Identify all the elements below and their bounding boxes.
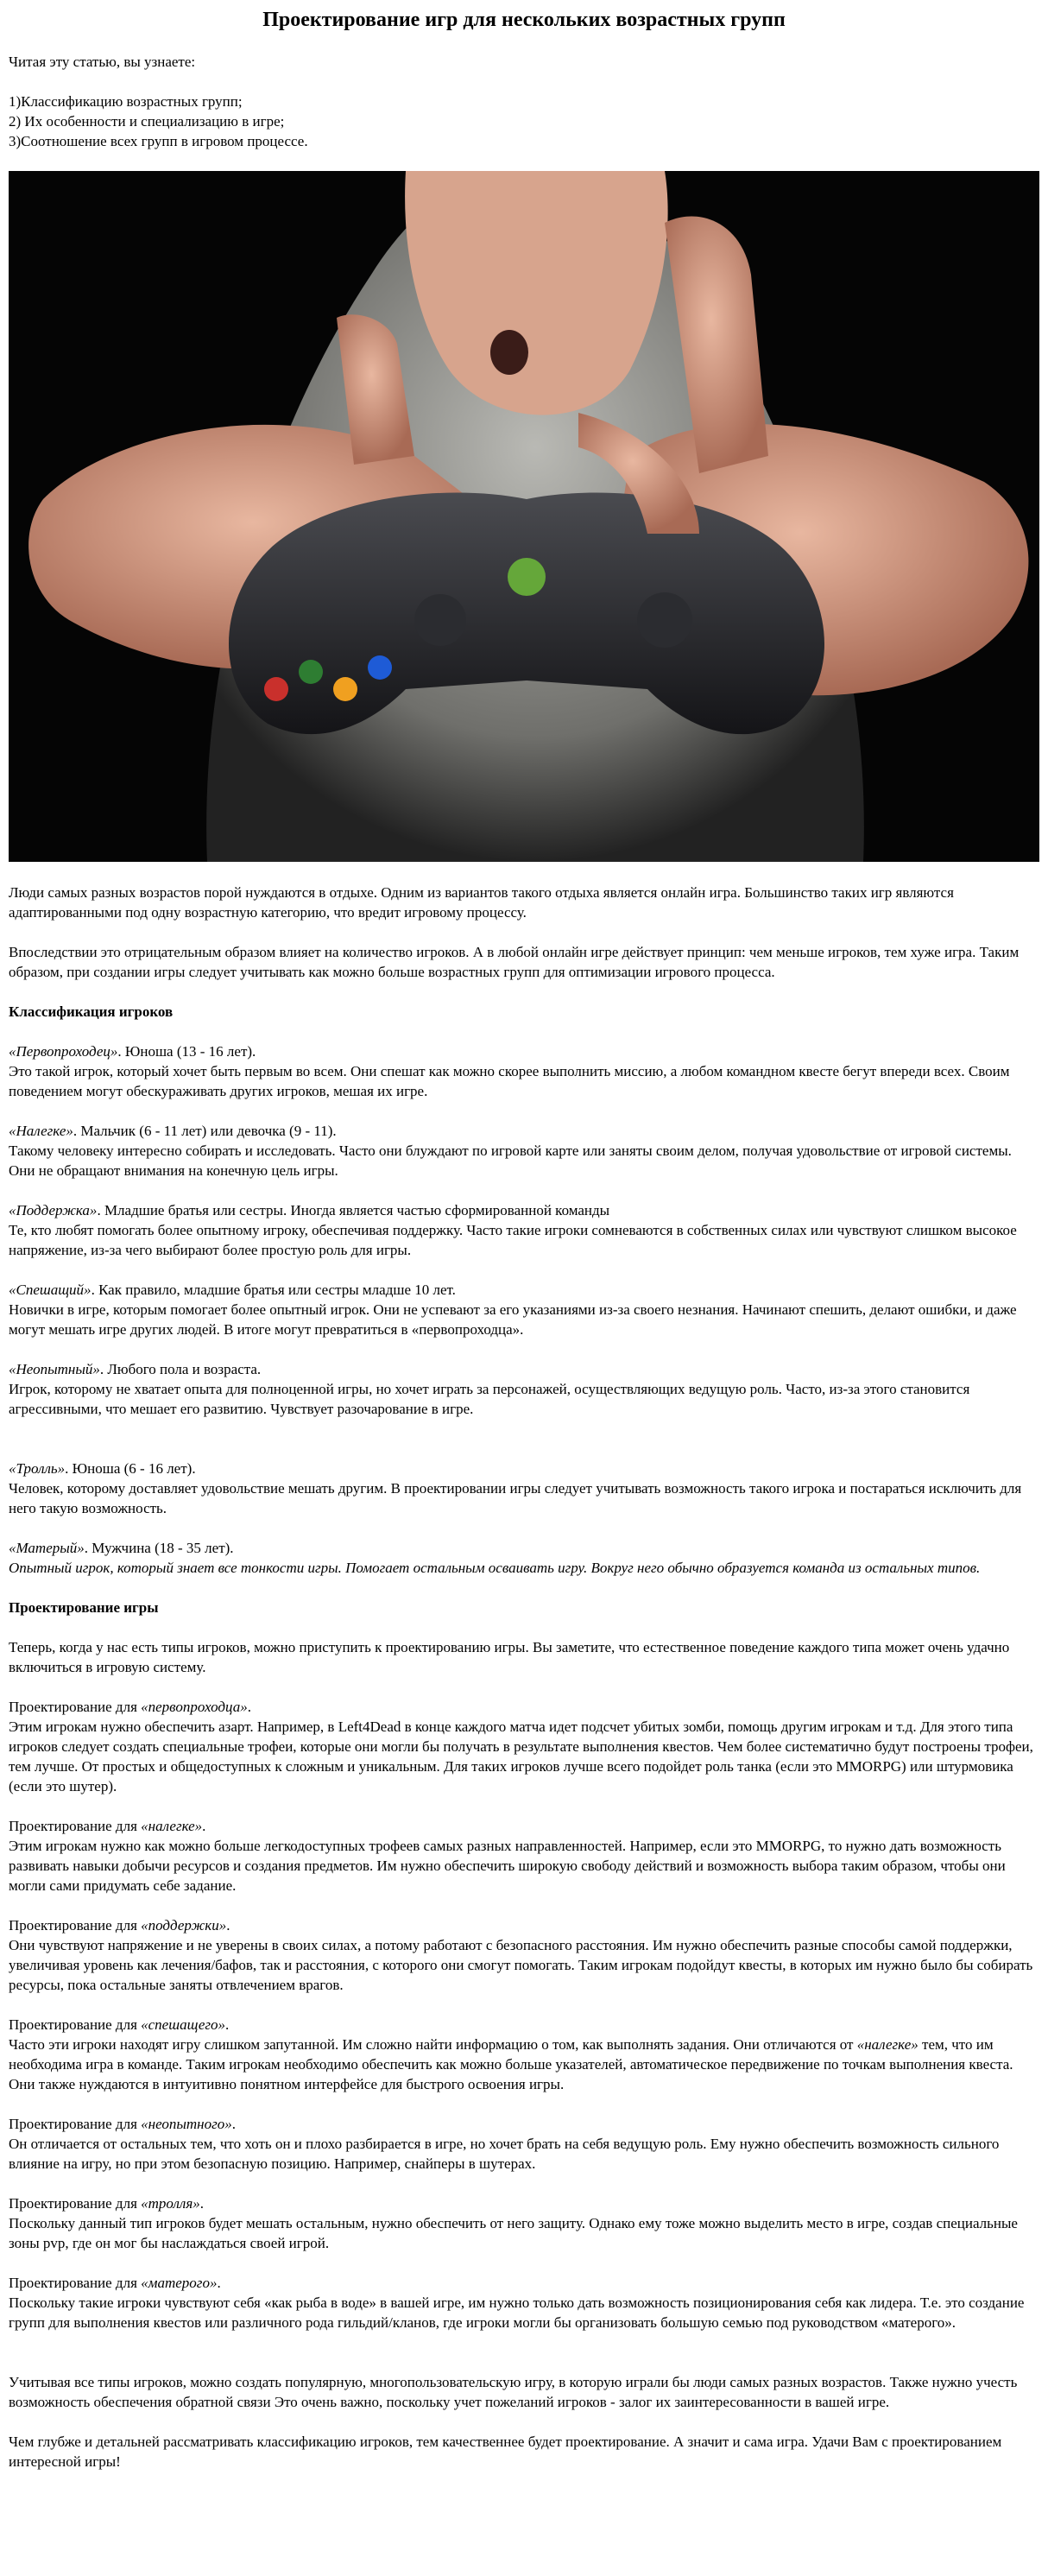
paragraph: Учитывая все типы игроков, можно создать популярную, многопользовательскую игру, в которую играли бы люди самых разных возрастов. Также нужно учесть возможность обеспечения обратной связи Это очень важно, поскольку учет пожеланий игроков - залог их заинтересованности в вашей игре. xyxy=(9,2374,1018,2410)
design-type: «налегке» xyxy=(141,1818,203,1834)
design-prefix: Проектирование для xyxy=(9,2016,142,2033)
design-desc: Поскольку данный тип игроков будет мешать остальным, нужно обеспечить от него защиту. Однако ему тоже можно выделить место в игре, создав специальные зоны pvp, где он мог бы наслаждаться своей игрой. xyxy=(9,2215,1018,2251)
design-item: Проектирование для «первопроходца». Этим игрокам нужно обеспечить азарт. Например, в Left4Dead в конце каждого матча идет подсчет убитых зомби, помощь другим игрокам и т.д. Для этого типа игроков следует создать специальные трофеи, которые они могли бы получать в результате выполнения квестов. Чем более систематично будут построены трофеи, тем лучше. От простых и общедоступных к сложным и уникальным. Для таких игроков лучше всего подойдет роль танка (если это MMORPG) или штурмовика (если это шутер). xyxy=(9,1699,1033,1794)
paragraph: Чем глубже и детальней рассматривать классификацию игроков, тем качественнее будет проектирование. А значит и сама игра. Удачи Вам с проектированием интересной игры! xyxy=(9,2434,1002,2470)
design-item: Проектирование для «спешащего». Часто эти игроки находят игру слишком запутанной. Им сложно найти информацию о том, как выполнять задания. Они отличаются от «налегке» тем, что им необходима игра в команде. Таким игрокам необходимо обеспечить как можно больше указателей, автоматическое передвижение по точкам выполнения квеста. Они также нуждаются в интуитивно понятном интерфейсе для быстрого освоения игры. xyxy=(9,2016,1013,2092)
design-item: Проектирование для «тролля». Поскольку данный тип игроков будет мешать остальным, нужно обеспечить от него защиту. Однако ему тоже можно выделить место в игре, создав специальные зоны pvp, где он мог бы наслаждаться своей игрой. xyxy=(9,2195,1018,2251)
design-type: «поддержки» xyxy=(141,1917,227,1934)
player-type xyxy=(9,1200,1039,1260)
player-type-desc: Такому человеку интересно собирать и исследовать. Часто они блуждают по игровой карте или заняты своим делом, получая удовольствие от игровой системы. Они не обращают внимания на конечную цель игры. xyxy=(9,1142,1012,1179)
intro-list xyxy=(9,92,1039,151)
intro-item: 2) Их особенности и специализацию в игре; xyxy=(9,113,285,130)
player-type xyxy=(9,1121,1039,1180)
paragraph: Люди самых разных возрастов порой нуждаются в отдыхе. Одним из вариантов такого отдыха является онлайн игра. Большинство таких игр являются адаптированными под одну возрастную категорию, что вредит игровому процессу. xyxy=(9,884,954,921)
spacer xyxy=(9,1439,1039,1459)
player-type-desc: Те, кто любят помогать более опытному игроку, обеспечивая поддержку. Часто такие игроки сомневаются в собственных силах или чувствуют слишком высокое напряжение, из-за чего выбирают более простую роль для игры. xyxy=(9,1222,1017,1258)
design-prefix: Проектирование для xyxy=(9,2275,142,2291)
design-desc: Этим игрокам нужно обеспечить азарт. Например, в Left4Dead в конце каждого матча идет подсчет убитых зомби, помощь другим игрокам и т.д. Для этого типа игроков следует создать специальные трофеи, которые они могли бы получать в результате выполнения квестов. Чем более систематично будут построены трофеи, тем лучше. От простых и общедоступных к сложным и уникальным. Для таких игроков лучше всего подойдет роль танка (если это MMORPG) или штурмовика (если это шутер). xyxy=(9,1718,1033,1794)
player-type-name: «Неопытный» xyxy=(9,1361,100,1377)
section-heading: Классификация игроков xyxy=(9,1003,174,1020)
paragraph: Впоследствии это отрицательным образом влияет на количество игроков. А в любой онлайн игре действует принцип: чем меньше игроков, тем хуже игра. Таким образом, при создании игры следует учитывать как можно больше возрастных групп для оптимизации игрового процесса. xyxy=(9,944,1020,980)
design-desc: Этим игрокам нужно как можно больше легкодоступных трофеев самых разных направленностей. Например, если это MMORPG, то нужно дать возможность развивать навыки добычи ресурсов и создания предметов. Им нужно обеспечить широкую свободу действий и возможность выбора таким образом, чтобы они могли сами придумать себе задание. xyxy=(9,1838,1006,1894)
design-type: «неопытного» xyxy=(141,2116,232,2132)
design-prefix: Проектирование для xyxy=(9,2116,142,2132)
design-type: «тролля» xyxy=(141,2195,200,2212)
design-desc-emphasis: «налегке» xyxy=(856,2036,919,2053)
player-type xyxy=(9,1538,1039,1578)
player-type-who: . Как правило, младшие братья или сестры младше 10 лет. xyxy=(91,1282,456,1298)
player-type-name: «Поддержка» xyxy=(9,1202,98,1218)
design-type: «матерого» xyxy=(141,2275,218,2291)
player-type-who: . Мальчик (6 - 11 лет) или девочка (9 - 11). xyxy=(73,1123,337,1139)
design-item: Проектирование для «неопытного». Он отличается от остальных тем, что хоть он и плохо разбирается в игре, но хочет брать на себя ведущую роль. Ему нужно обеспечить возможность сильного влияние на игру, но при этом безопасную позицию. Например, снайперы в шутерах. xyxy=(9,2116,1000,2172)
design-desc: Поскольку такие игроки чувствуют себя «как рыба в воде» в вашей игре, им нужно только дать возможность позиционирования себя как лидера. Т.е. это создание групп для выполнения квестов или различного рода гильдий/кланов, где игроки могли бы организовать большую семью под руководством «матерого». xyxy=(9,2294,1025,2331)
article-title: Проектирование игр для нескольких возрастных групп xyxy=(262,9,786,31)
player-type-desc: Это такой игрок, который хочет быть первым во всем. Они спешат как можно скорее выполнить миссию, а любом командном квесте бегут впереди всех. Своим поведением могут обескураживать других игроков, мешая их игре. xyxy=(9,1063,1010,1099)
player-type-desc: Новички в игре, которым помогает более опытный игрок. Они не успевают за его указаниями из-за своего незнания. Начинают спешить, делают ошибки, и даже могут мешать игре других людей. В итоге могут превратиться в «первопроходца». xyxy=(9,1301,1017,1338)
player-type-name: «Первопроходец» xyxy=(9,1043,118,1060)
design-type: «первопроходца» xyxy=(141,1699,248,1715)
intro-lead: Читая эту статью, вы узнаете: xyxy=(9,54,196,70)
player-type-desc: Игрок, которому не хватает опыта для полноценной игры, но хочет играть за персонажей, осуществляющих ведущую роль. Часто, из-за этого становится агрессивными, что мешает его развитию. Чувствует разочарование в игре. xyxy=(9,1381,970,1417)
design-desc: Часто эти игроки находят игру слишком запутанной. Им сложно найти информацию о том, как выполнять задания. Они отличаются от xyxy=(9,2036,857,2053)
design-type: «спешащего» xyxy=(141,2016,225,2033)
player-type-who: . Юноша (13 - 16 лет). xyxy=(117,1043,256,1060)
design-prefix: Проектирование для xyxy=(9,2195,142,2212)
player-type-who: . Младшие братья или сестры. Иногда является частью сформированной команды xyxy=(97,1202,610,1218)
player-type xyxy=(9,1280,1039,1339)
player-type-name: «Тролль» xyxy=(9,1460,66,1477)
intro-item: 1)Классификацию возрастных групп; xyxy=(9,93,243,110)
intro-item: 3)Соотношение всех групп в игровом процессе. xyxy=(9,133,308,149)
design-item: Проектирование для «налегке». Этим игрокам нужно как можно больше легкодоступных трофеев самых разных направленностей. Например, если это MMORPG, то нужно дать возможность развивать навыки добычи ресурсов и создания предметов. Им нужно обеспечить широкую свободу действий и возможность выбора таким образом, чтобы они могли сами придумать себе задание. xyxy=(9,1818,1006,1894)
design-item: Проектирование для «матерого». Поскольку такие игроки чувствуют себя «как рыба в воде» в вашей игре, им нужно только дать возможность позиционирования себя как лидера. Т.е. это создание групп для выполнения квестов или различного рода гильдий/кланов, где игроки могли бы организовать большую семью под руководством «матерого». xyxy=(9,2275,1025,2331)
player-type-name: «Спешащий» xyxy=(9,1282,92,1298)
player-type-name: «Матерый» xyxy=(9,1540,85,1556)
section-heading: Проектирование игры xyxy=(9,1599,159,1616)
design-desc: Они чувствуют напряжение и не уверены в своих силах, а потому работают с безопасного расстояния. Им нужно обеспечить разные способы самой поддержки, увеличивая уровень как лечения/бафов, так и расстояния, с которого они смогут помогать. Таким игрокам подойдут квесты, в которых им нужно было бы собирать ресурсы, пока остальные заняты отвлечением врагов. xyxy=(9,1937,1033,1993)
spacer xyxy=(9,2352,1039,2372)
player-type-desc: Опытный игрок, который знает все тонкости игры. Помогает остальным осваивать игру. Вокруг него обычно образуется команда из остальных типов. xyxy=(9,1560,981,1576)
player-type xyxy=(9,1041,1039,1101)
player-type xyxy=(9,1459,1039,1518)
player-type-who: . Юноша (6 - 16 лет). xyxy=(65,1460,196,1477)
design-desc: Он отличается от остальных тем, что хоть он и плохо разбирается в игре, но хочет брать на себя ведущую роль. Ему нужно обеспечить возможность сильного влияние на игру, но при этом безопасную позицию. Например, снайперы в шутерах. xyxy=(9,2136,1000,2172)
design-prefix: Проектирование для xyxy=(9,1917,142,1934)
player-type-who: . Любого пола и возраста. xyxy=(99,1361,262,1377)
player-type-name: «Налегке» xyxy=(9,1123,73,1139)
gamer-photo-icon xyxy=(9,171,1039,862)
player-type-who: . Мужчина (18 - 35 лет). xyxy=(84,1540,234,1556)
paragraph: Теперь, когда у нас есть типы игроков, можно приступить к проектированию игры. Вы заметите, что естественное поведение каждого типа может очень удачно включиться в игровую систему. xyxy=(9,1639,1010,1675)
player-type-desc: Человек, которому доставляет удовольствие мешать другим. В проектировании игры следует учитывать возможность такого игрока и постараться исключить для него такую возможность. xyxy=(9,1480,1022,1516)
player-type xyxy=(9,1359,1039,1419)
gamer-with-controller-photo xyxy=(9,171,1039,862)
design-item: Проектирование для «поддержки». Они чувствуют напряжение и не уверены в своих силах, а потому работают с безопасного расстояния. Им нужно обеспечить разные способы самой поддержки, увеличивая уровень как лечения/бафов, так и расстояния, с которого они смогут помогать. Таким игрокам подойдут квесты, в которых им нужно было бы собирать ресурсы, пока остальные заняты отвлечением врагов. xyxy=(9,1917,1033,1993)
design-prefix: Проектирование для xyxy=(9,1699,142,1715)
design-desc: тем, что им необходима игра в команде. Таким игрокам необходимо обеспечить как можно больше указателей, автоматическое передвижение по точкам выполнения квеста. Они также нуждаются в интуитивно понятном интерфейсе для быстрого освоения игры. xyxy=(9,2036,1013,2092)
design-prefix: Проектирование для xyxy=(9,1818,142,1834)
